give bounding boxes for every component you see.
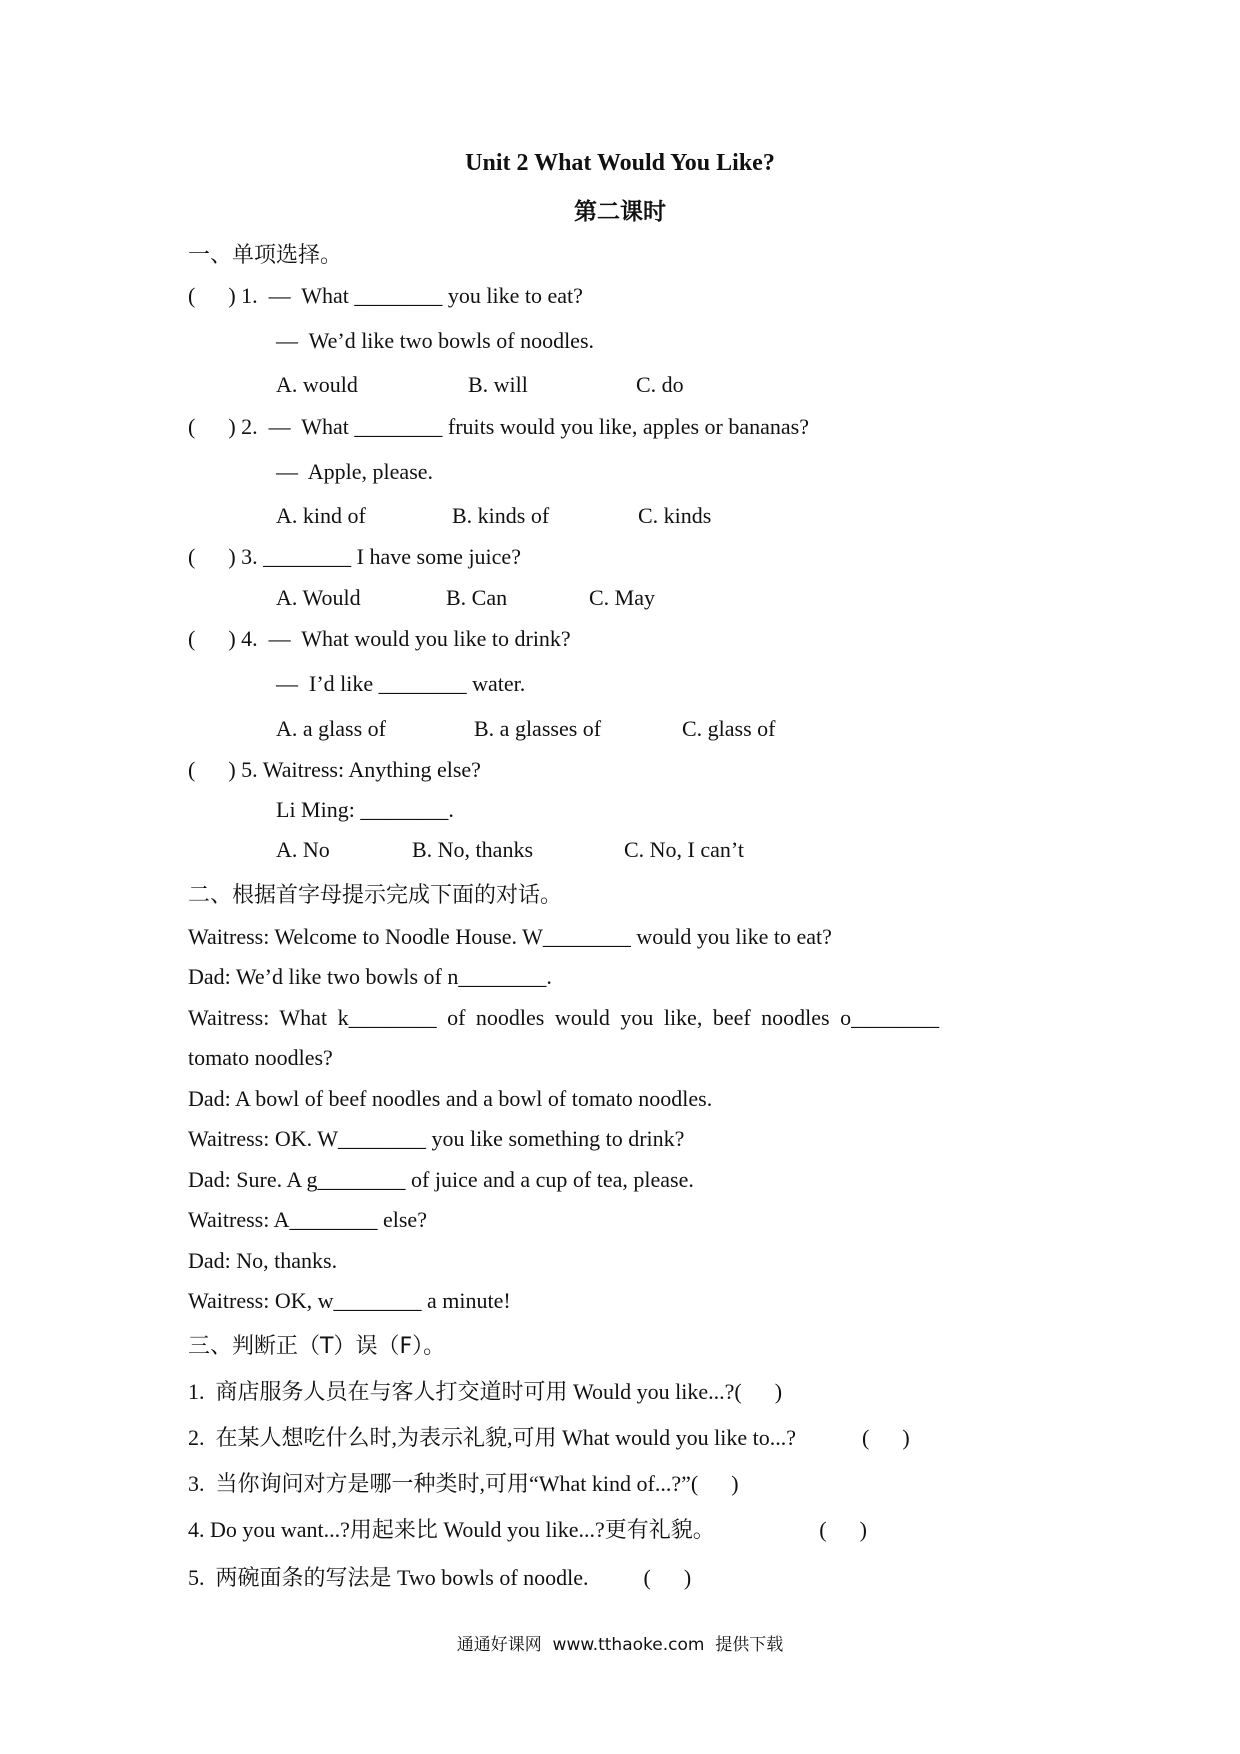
question-1-option-c: C. do <box>636 372 684 397</box>
dialogue-line-5: Dad: A bowl of beef noodles and a bowl of tomato noodles. <box>188 1086 713 1111</box>
dialogue-line-1: Waitress: Welcome to Noodle House. W________ would you like to eat? <box>188 924 832 949</box>
dialogue-line-6: Waitress: OK. W________ you like something to drink? <box>188 1126 685 1151</box>
dialogue-line-8: Waitress: A________ else? <box>188 1207 427 1232</box>
judgment-item-1: 1. 商店服务人员在与客人打交道时可用 Would you like...?( ) <box>188 1379 783 1404</box>
question-3-stem: ( ) 3. ________ I have some juice? <box>188 544 521 569</box>
dialogue-line-2: Dad: We’d like two bowls of n________. <box>188 964 552 989</box>
section1-heading: 一、单项选择。 <box>188 243 343 268</box>
dialogue-line-10: Waitress: OK, w________ a minute! <box>188 1288 511 1313</box>
question-2-option-b: B. kinds of <box>452 503 550 528</box>
question-2-stem: ( ) 2. — What ________ fruits would you like, apples or bananas? <box>188 414 809 439</box>
dialogue-line-9: Dad: No, thanks. <box>188 1248 338 1273</box>
question-1-reply: — We’d like two bowls of noodles. <box>276 328 595 353</box>
judgment-item-2: 2. 在某人想吃什么时,为表示礼貌,可用 What would you like to...? ( ) <box>188 1425 910 1450</box>
question-5-option-c: C. No, I can’t <box>624 837 744 862</box>
question-5-reply: Li Ming: ________. <box>276 797 454 822</box>
question-1-option-b: B. will <box>468 372 528 397</box>
dialogue-line-3: Waitress: What k________ of noodles would you like, beef noodles o________ <box>188 1005 940 1030</box>
question-2-option-c: C. kinds <box>638 503 712 528</box>
page-footer: 通通好课网 www.tthaoke.com 提供下载 <box>456 1635 784 1655</box>
page-title: Unit 2 What Would You Like? <box>465 150 775 176</box>
page-subtitle: 第二课时 <box>574 199 666 225</box>
section3-heading: 三、判断正（T）误（F）。 <box>188 1334 446 1359</box>
dialogue-line-4: tomato noodles? <box>188 1045 333 1070</box>
judgment-item-4: 4. Do you want...?用起来比 Would you like...?更有礼貌。 ( ) <box>188 1517 867 1542</box>
question-4-option-c: C. glass of <box>682 716 776 741</box>
question-1-stem: ( ) 1. — What ________ you like to eat? <box>188 283 583 308</box>
dialogue-line-7: Dad: Sure. A g________ of juice and a cup of tea, please. <box>188 1167 694 1192</box>
question-5-option-b: B. No, thanks <box>412 837 533 862</box>
question-4-option-a: A. a glass of <box>276 716 386 741</box>
question-5-option-a: A. No <box>276 837 330 862</box>
question-4-stem: ( ) 4. — What would you like to drink? <box>188 626 571 651</box>
question-3-option-c: C. May <box>589 585 655 610</box>
question-4-option-b: B. a glasses of <box>474 716 602 741</box>
question-4-reply: — I’d like ________ water. <box>276 671 526 696</box>
section2-heading: 二、根据首字母提示完成下面的对话。 <box>188 883 563 908</box>
question-5-stem: ( ) 5. Waitress: Anything else? <box>188 757 481 782</box>
question-1-option-a: A. would <box>276 372 358 397</box>
question-3-option-b: B. Can <box>446 585 508 610</box>
question-3-option-a: A. Would <box>276 585 361 610</box>
question-2-option-a: A. kind of <box>276 503 366 528</box>
judgment-item-3: 3. 当你询问对方是哪一种类时,可用“What kind of...?”( ) <box>188 1471 739 1496</box>
judgment-item-5: 5. 两碗面条的写法是 Two bowls of noodle. ( ) <box>188 1565 692 1590</box>
question-2-reply: — Apple, please. <box>276 459 434 484</box>
